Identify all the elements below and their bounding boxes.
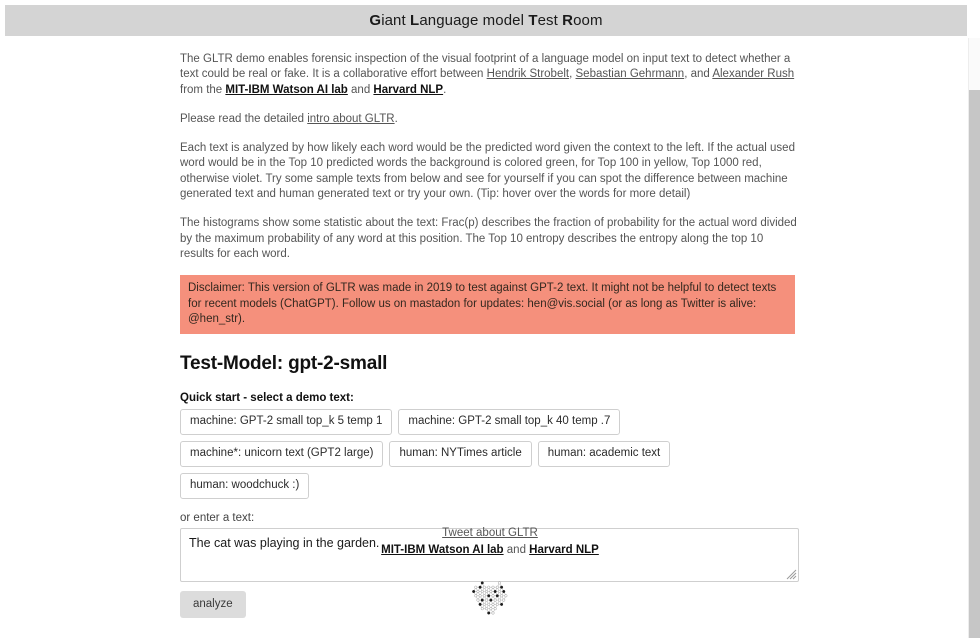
title-iant: iant [381,12,411,29]
intro-text-1: The GLTR demo enables forensic inspection of the visual footprint of a language model on input text to detect whether a text could be real or fake. It is a collaborative effort between [180,53,791,81]
demo-button-human-nytimes[interactable]: human: NYTimes article [389,441,531,467]
demo-text-buttons [180,409,805,499]
footer-labs-line [0,542,980,558]
intro-paragraph-2 [180,112,800,127]
link-intro-about-gltr[interactable]: intro about GLTR [307,112,395,125]
heart-network-logo [447,566,533,638]
page-scrollbar-track[interactable] [968,38,980,638]
intro-paragraph-1 [180,52,800,98]
app-header [5,5,967,36]
footer [0,526,980,558]
page-title [369,12,602,29]
title-est: est [537,12,563,29]
link-tweet-about-gltr[interactable]: Tweet about GLTR [442,527,538,539]
link-sebastian-gehrmann[interactable]: Sebastian Gehrmann [575,68,685,81]
title-anguage-model: anguage model [419,12,529,29]
intro-text-2: from the [180,83,226,96]
and-text-1: and [347,83,374,96]
logo-container [0,566,980,638]
analyze-button[interactable]: analyze [180,591,246,618]
footer-link-harvard-nlp[interactable]: Harvard NLP [529,544,599,556]
footer-tweet-line [0,526,980,541]
disclaimer-banner: Disclaimer: This version of GLTR was made in 2019 to test against GPT-2 text. It might not be helpful to detect texts for recent models (ChatGPT). Follow us on mastadon for updates: hen@vis.social (or as long as Twitter is alive: @hen_str). [180,275,795,334]
link-alexander-rush[interactable]: Alexander Rush [712,68,795,81]
intro-read-suffix: . [394,112,398,125]
sep-2: , and [684,68,713,81]
test-model-heading: Test-Model: gpt-2-small [180,353,388,375]
title-g: G [369,12,382,29]
title-l: L [410,12,420,29]
link-mit-ibm-watson-ai-lab[interactable]: MIT-IBM Watson AI lab [225,83,348,96]
footer-and-text: and [503,544,530,556]
demo-button-human-academic[interactable]: human: academic text [538,441,671,467]
intro-read-prefix: Please read the detailed [180,112,308,125]
demo-button-machine-unicorn[interactable]: machine*: unicorn text (GPT2 large) [180,441,383,467]
demo-button-human-woodchuck[interactable]: human: woodchuck :) [180,473,309,499]
demo-button-machine-topk40[interactable]: machine: GPT-2 small top_k 40 temp .7 [398,409,620,435]
footer-link-mit-ibm-watson-ai-lab[interactable]: MIT-IBM Watson AI lab [381,544,504,556]
title-r: R [562,12,574,29]
enter-text-label: or enter a text: [180,512,255,525]
demo-button-machine-topk5[interactable]: machine: GPT-2 small top_k 5 temp 1 [180,409,392,435]
link-hendrik-strobelt[interactable]: Hendrik Strobelt [486,68,570,81]
intro-paragraph-3: Each text is analyzed by how likely each word would be the predicted word given the context to the left. If the actual used word would be in the Top 10 predicted words the background is colored green, for Top 100 in yellow, Top 1000 red, otherwise violet. Try some sample texts from below and see for yourself if you can spot the difference between machine generated text and human generated text or try your own. (Tip: hover over the words for more detail) [180,142,795,201]
page-scrollbar-thumb[interactable] [969,90,980,638]
intro-paragraph-4: The histograms show some statistic about the text: Frac(p) describes the fraction of probability for the actual word divided by the maximum probability of any word at this position. The Top 10 entropy describes the entropy along the top 10 results for each word. [180,217,797,260]
title-t: T [528,12,538,29]
period-1: . [443,83,447,96]
link-harvard-nlp[interactable]: Harvard NLP [373,83,444,96]
sep-1: , [569,68,576,81]
quickstart-label: Quick start - select a demo text: [180,392,354,405]
title-oom: oom [573,12,603,29]
